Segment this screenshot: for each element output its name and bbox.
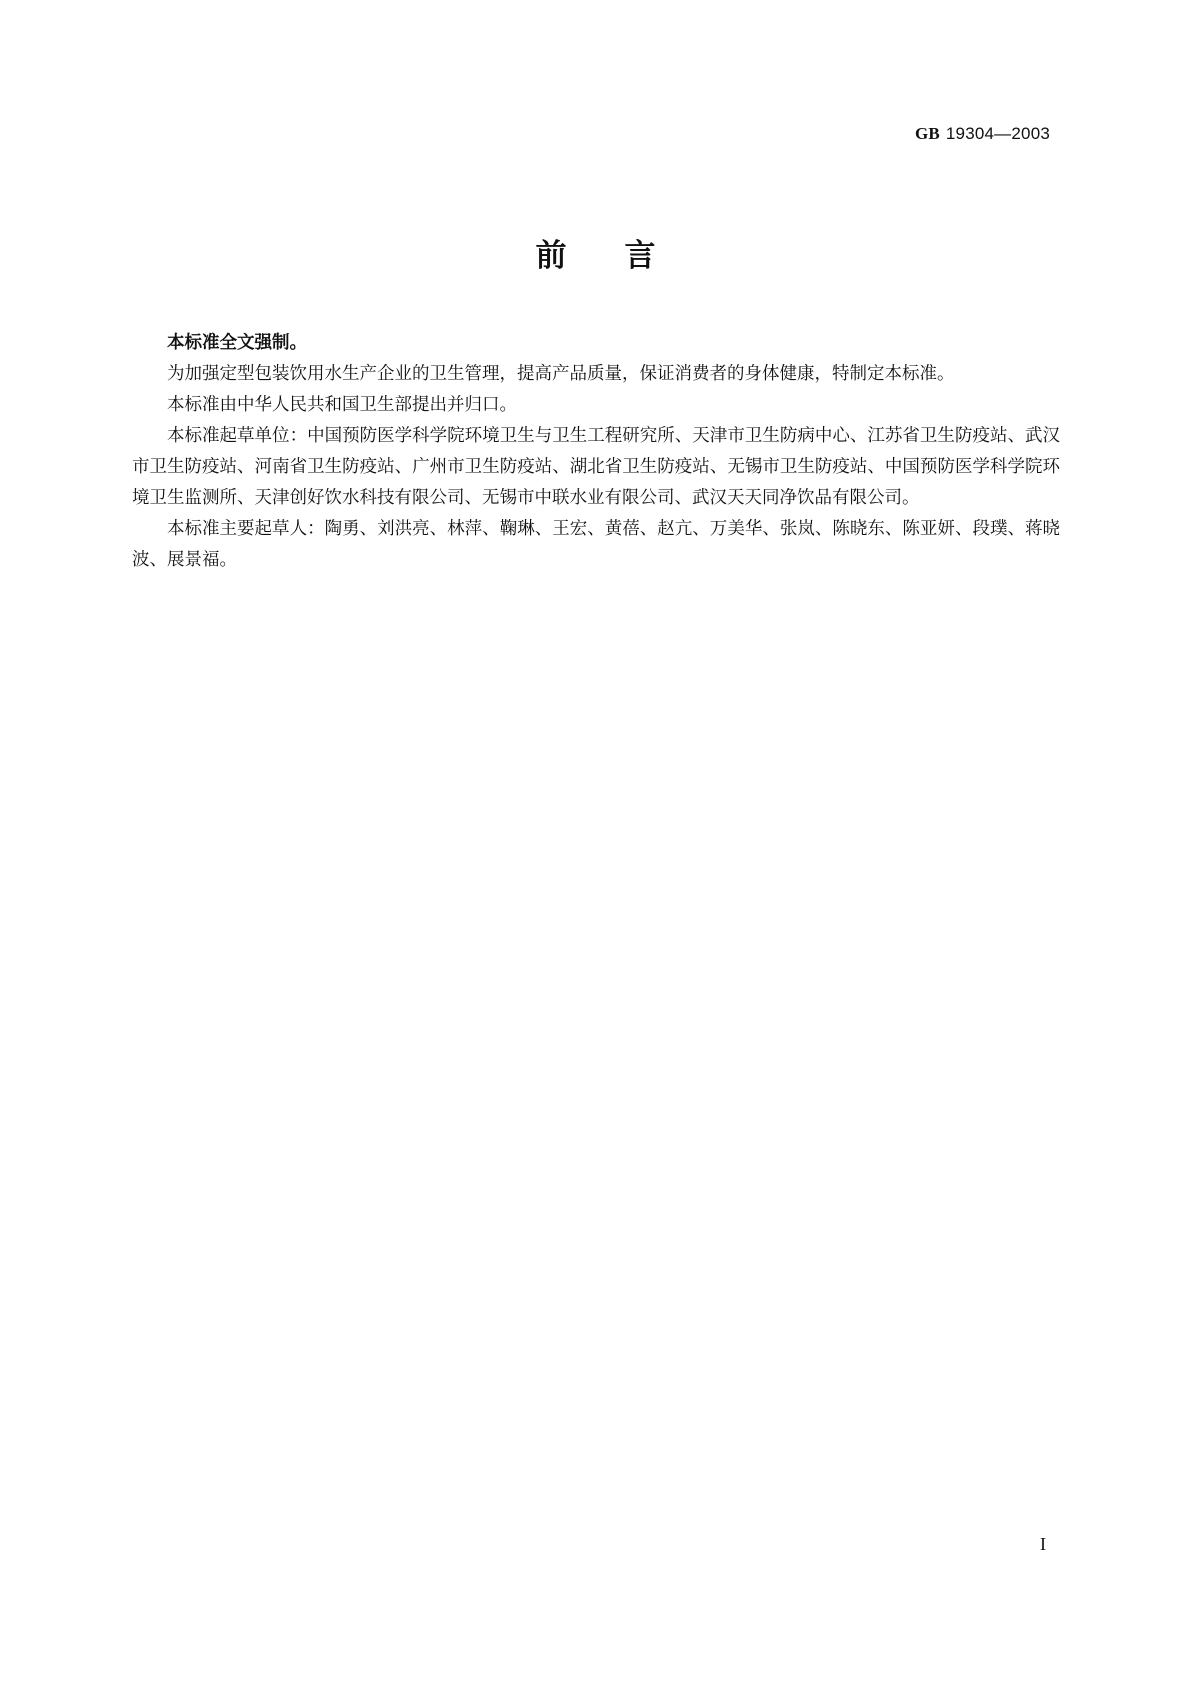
foreword-body [132, 328, 1060, 576]
standard-prefix: GB [914, 124, 940, 143]
drafters-paragraph: 本标准主要起草人：陶勇、刘洪亮、林萍、鞠琳、王宏、黄蓓、赵亢、万美华、张岚、陈晓东、陈亚妍、段璞、蒋晓波、展景福。 [132, 519, 1060, 570]
mandatory-statement: 本标准全文强制。 [167, 333, 307, 353]
drafting-units-paragraph: 本标准起草单位：中国预防医学科学院环境卫生与卫生工程研究所、天津市卫生防病中心、江苏省卫生防疫站、武汉市卫生防疫站、河南省卫生防疫站、广州市卫生防疫站、湖北省卫生防疫站、无锡市卫生防疫站、中国预防医学科学院环境卫生监测所、天津创好饮水科技有限公司、无锡市中联水业有限公司、武汉天天同净饮品有限公司。 [132, 426, 1060, 508]
proposer-paragraph: 本标准由中华人民共和国卫生部提出并归口。 [167, 395, 517, 415]
page-title: 前言 [535, 238, 714, 274]
page-number: I [1040, 1534, 1046, 1554]
purpose-paragraph: 为加强定型包装饮用水生产企业的卫生管理，提高产品质量，保证消费者的身体健康，特制定本标准。 [167, 364, 955, 384]
standard-number: 19304—2003 [945, 124, 1050, 143]
standard-number-header [915, 124, 1050, 144]
